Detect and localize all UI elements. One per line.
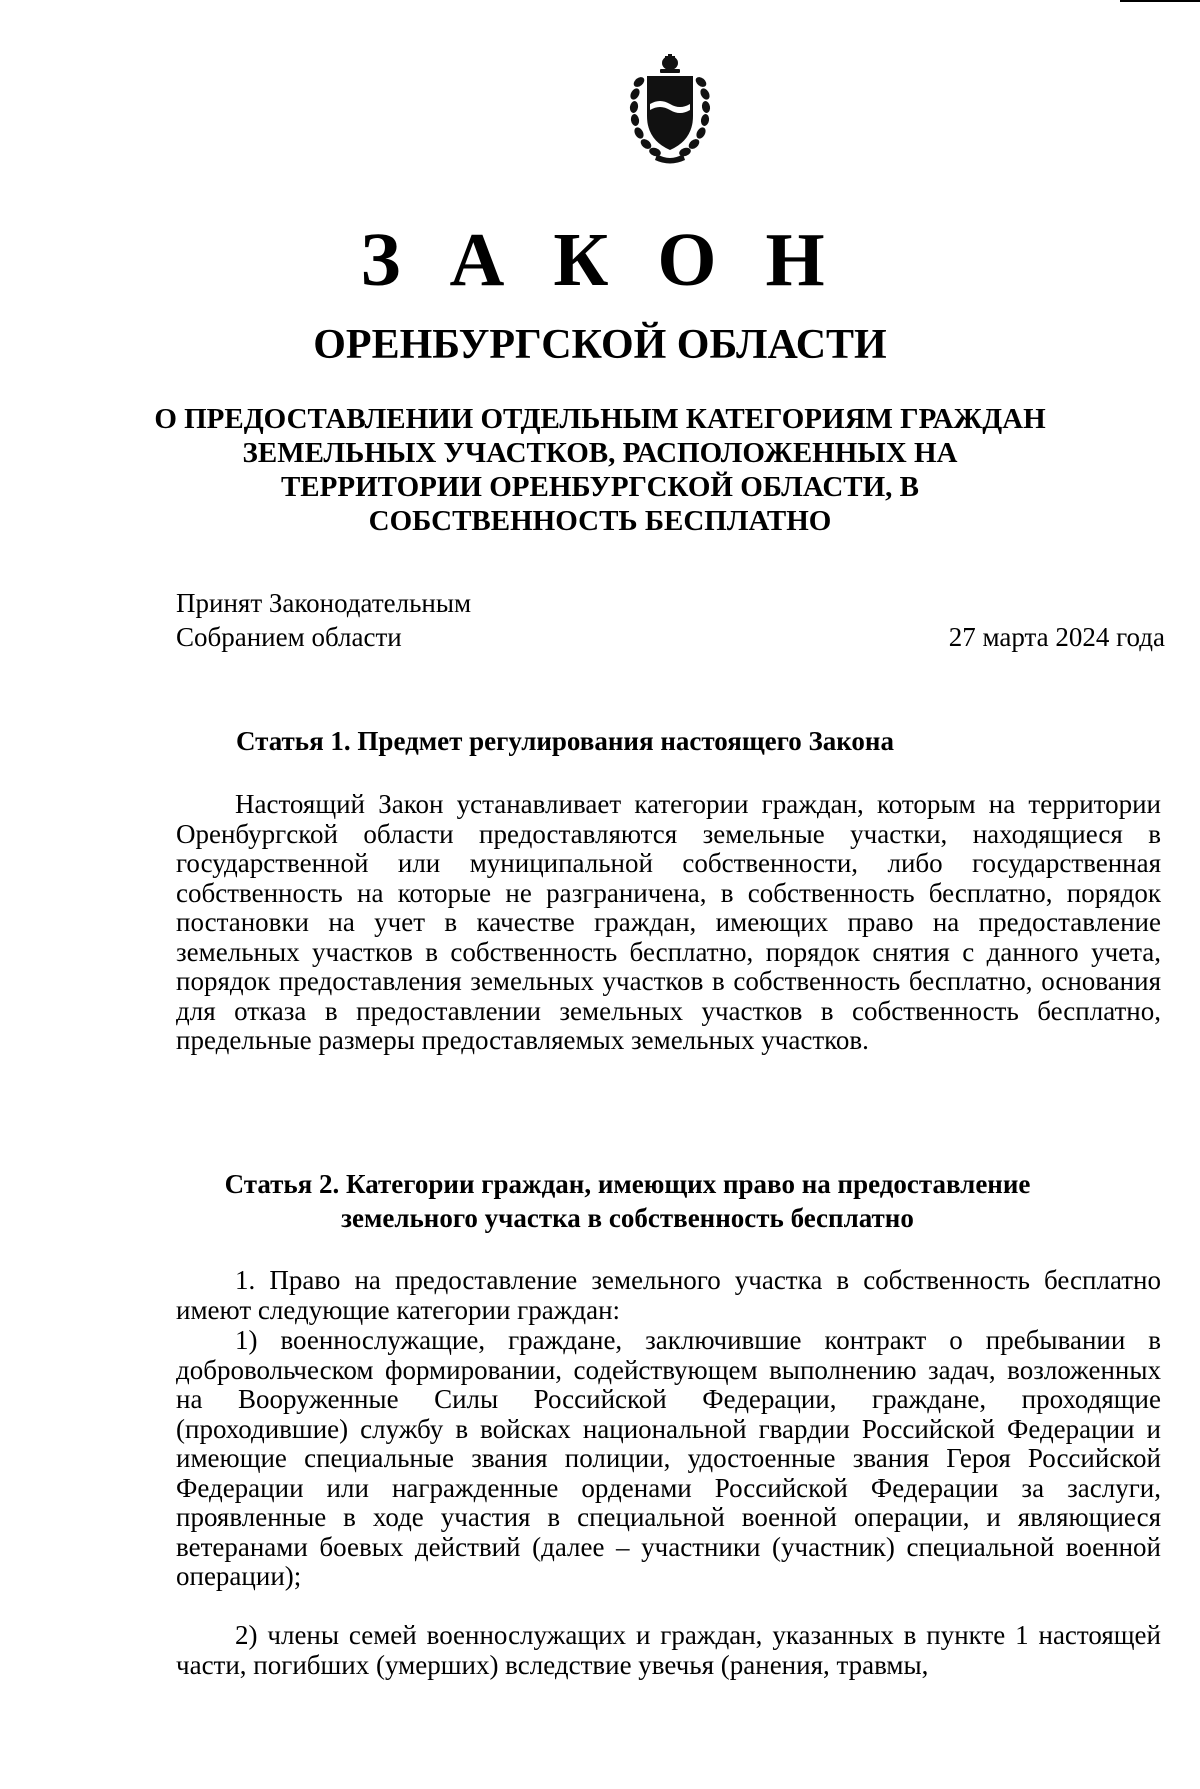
adopted-date: 27 марта 2024 года bbox=[948, 622, 1165, 652]
law-title: З А К О Н bbox=[360, 218, 840, 302]
article-2-paragraph-1: 1. Право на предоставление земельного участка в собственность бесплатно имеют следующие категории граждан: bbox=[176, 1265, 1161, 1325]
corner-divider bbox=[1120, 0, 1200, 2]
article-2-heading-line-2: земельного участка в собственность бесплатно bbox=[341, 1203, 914, 1233]
article-2-item-2: 2) члены семей военнослужащих и граждан, указанных в пункте 1 настоящей части, погибших (умерших) вследствие увечья (ранения, травмы, bbox=[176, 1620, 1161, 1680]
article-2-item-1: 1) военнослужащие, граждане, заключившие контракт о пребывании в добровольческом формировании, содействующем выполнению задач, возложенных на Вооруженные Силы Российской Федерации, граждане, проходящие (проходившие) службу в войсках национальной гвардии Российской Федерации и имеющие специальные звания полиции, удостоенные звания Героя Российской Федерации или награжденные орденами Российской Федерации за заслуги, проявленные в ходе участия в специальной военной операции, и являющиеся ветеранами боевых действий (далее – участники (участник) специальной военной операции); bbox=[176, 1325, 1161, 1591]
region-title: ОРЕНБУРГСКОЙ ОБЛАСТИ bbox=[313, 322, 887, 368]
adopted-by bbox=[176, 586, 471, 654]
article-2-heading bbox=[150, 1167, 1105, 1235]
coat-of-arms-icon bbox=[627, 54, 713, 166]
adopted-line-1: Принят Законодательным bbox=[176, 588, 472, 618]
law-subject: О ПРЕДОСТАВЛЕНИИ ОТДЕЛЬНЫМ КАТЕГОРИЯМ ГРАЖДАН ЗЕМЕЛЬНЫХ УЧАСТКОВ, РАСПОЛОЖЕННЫХ НА ТЕРРИТОРИИ ОРЕНБУРГСКОЙ ОБЛАСТИ, В СОБСТВЕННОСТЬ БЕСПЛАТНО bbox=[154, 403, 1046, 537]
article-1-heading: Статья 1. Предмет регулирования настоящего Закона bbox=[236, 726, 894, 756]
adopted-line-2: Собранием области bbox=[176, 622, 402, 652]
article-2-heading-line-1: Статья 2. Категории граждан, имеющих право на предоставление bbox=[224, 1169, 1031, 1199]
article-1-text: Настоящий Закон устанавливает категории граждан, которым на территории Оренбургской области предоставляются земельные участки, находящиеся в государственной или муниципальной собственности, либо государственная собственность на которые не разграничена, в собственность бесплатно, порядок постановки на учет в качестве граждан, имеющих право на предоставление земельных участков в собственность бесплатно, порядок снятия с данного учета, порядок предоставления земельных участков в собственность бесплатно, основания для отказа в предоставлении земельных участков в собственность бесплатно, предельные размеры предоставляемых земельных участков. bbox=[176, 789, 1161, 1055]
